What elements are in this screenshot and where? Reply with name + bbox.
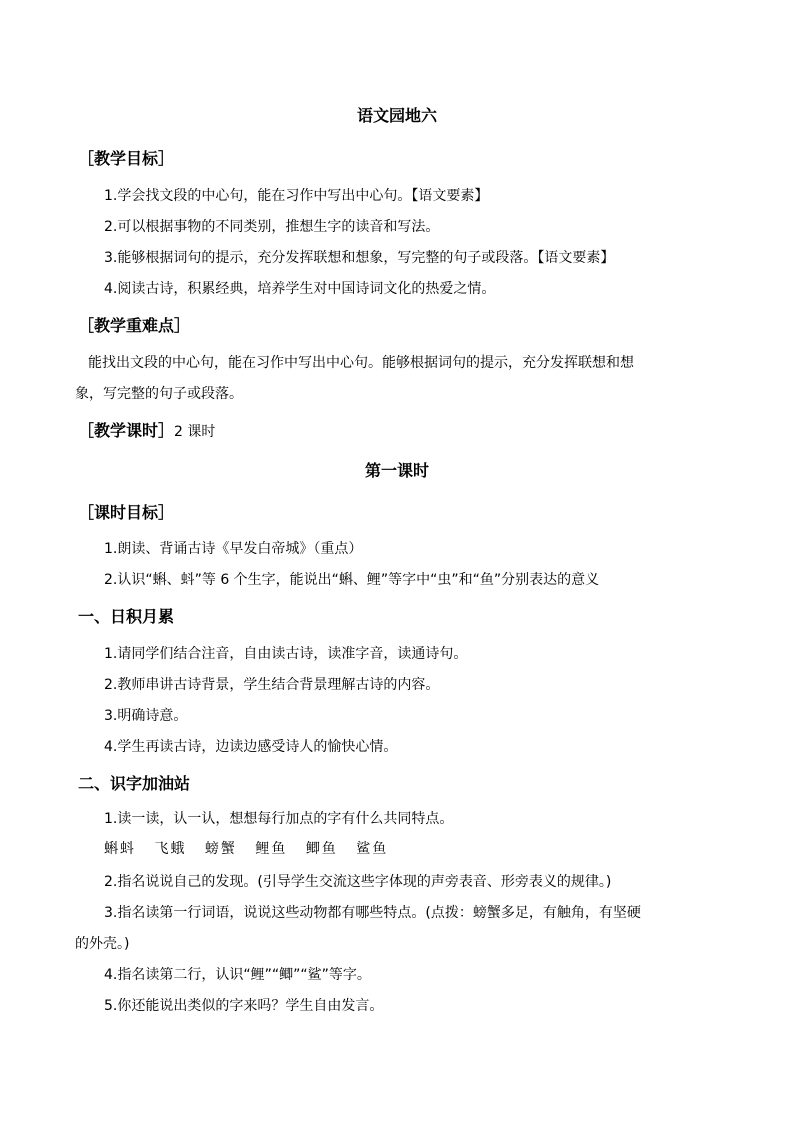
lesson-goals-heading: ［课时目标］ [78,503,175,522]
word-item: 鲫鱼 [305,841,338,857]
section-one-item-4: 4.学生再读古诗，边读边感受诗人的愉快心情。 [104,739,398,755]
key-points-line-1: 能找出文段的中心句，能在习作中写出中心句。能够根据词句的提示，充分发挥联想和想 [88,355,634,371]
word-item: 飞蛾 [154,841,187,857]
key-points-line-2: 象，写完整的句子或段落。 [75,386,243,402]
section-two-item-4: 4.指名读第二行，认识“鲤”“鲫”“鲨”等字。 [104,967,371,983]
lesson-goal-1: 1.朗读、背诵古诗《早发白帝城》（重点） [104,541,363,557]
class-hours-value: 2 课时 [174,424,216,440]
teaching-goal-2: 2.可以根据事物的不同类别，推想生字的读音和写法。 [104,219,440,235]
key-points-heading: ［教学重难点］ [78,316,191,335]
section-two-item-2: 2.指名说说自己的发现。(引导学生交流这些字体现的声旁表音、形旁表义的规律。) [104,874,612,890]
word-list [104,838,402,860]
word-item: 螃蟹 [204,841,237,857]
section-one-item-2: 2.教师串讲古诗背景，学生结合背景理解古诗的内容。 [104,677,440,693]
class-hours [78,419,215,444]
word-item: 蝌蚪 [104,841,136,857]
lesson-goal-2: 2.认识“蝌、蚪”等 6 个生字，能说出“蝌、鲤”等字中“虫”和“鱼”分别表达的意义 [104,572,600,588]
section-one-item-3: 3.明确诗意。 [104,708,188,724]
section-two-item-1: 1.读一读，认一认，想想每行加点的字有什么共同特点。 [104,811,454,827]
section-two-heading: 二、识字加油站 [78,774,191,793]
lesson-one-title: 第一课时 [364,461,429,480]
section-one-heading: 一、日积月累 [78,607,175,626]
teaching-goal-4: 4.阅读古诗，积累经典，培养学生对中国诗词文化的热爱之情。 [104,281,496,297]
section-two-item-3-line-2: 的外壳。) [75,936,130,952]
word-item: 鲤鱼 [255,841,288,857]
word-item: 鲨鱼 [356,841,389,857]
teaching-goal-3: 3.能够根据词句的提示，充分发挥联想和想象，写完整的句子或段落。【语文要素】 [104,250,615,266]
section-one-item-1: 1.请同学们结合注音，自由读古诗，读准字音，读通诗句。 [104,646,468,662]
teaching-goals-heading: ［教学目标］ [78,149,175,168]
class-hours-heading: ［教学课时］ [78,421,175,440]
teaching-goal-1: 1.学会找文段的中心句，能在习作中写出中心句。【语文要素】 [104,188,489,204]
page-title: 语文园地六 [356,106,437,125]
section-two-item-3-line-1: 3.指名读第一行词语，说说这些动物都有哪些特点。(点拨：螃蟹多足，有触角，有坚硬 [104,905,641,921]
section-two-item-5: 5.你还能说出类似的字来吗？学生自由发言。 [104,998,384,1014]
